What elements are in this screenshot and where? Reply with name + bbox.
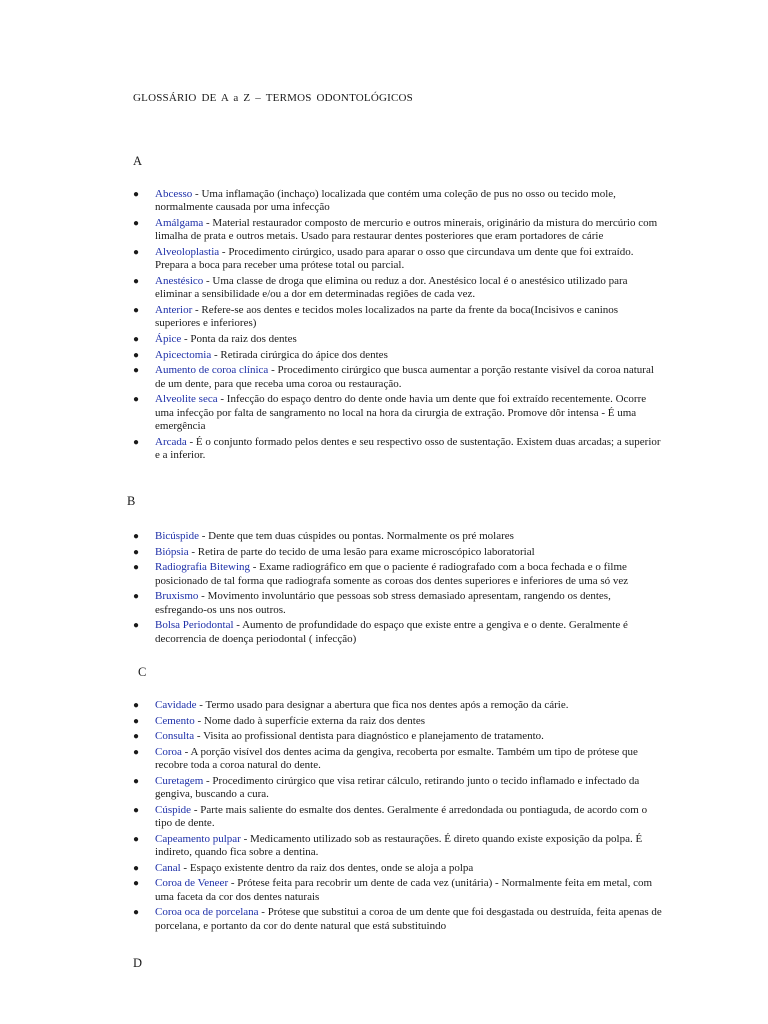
bullet-icon: ● bbox=[133, 700, 140, 711]
glossary-term: Coroa de Veneer bbox=[155, 877, 229, 890]
glossary-term: Capeamento pulpar bbox=[155, 832, 241, 845]
bullet-icon: ● bbox=[133, 394, 140, 406]
glossary-item bbox=[0, 699, 768, 712]
glossary-term: Radiografia Bitewing bbox=[155, 561, 251, 574]
glossary-definition: - Uma classe de droga que elimina ou reduz a dor. Anestésico local é o anestésico utilizado para eliminar a sensibilidade e/ou a dor em determinadas regiões de cada vez. bbox=[155, 275, 628, 301]
glossary-item bbox=[0, 775, 768, 802]
glossary-item bbox=[0, 746, 768, 773]
glossary-term: Cúspide bbox=[155, 803, 192, 816]
glossary-item bbox=[0, 619, 768, 646]
glossary-term: Bolsa Periodontal bbox=[155, 619, 234, 632]
section-letter-d: D bbox=[133, 956, 143, 970]
bullet-icon: ● bbox=[133, 907, 140, 919]
bullet-icon: ● bbox=[133, 731, 140, 743]
bullet-icon: ● bbox=[133, 620, 140, 632]
bullet-icon: ● bbox=[133, 365, 140, 377]
glossary-item bbox=[0, 804, 768, 831]
glossary-definition: - Procedimento cirúrgico que busca aumentar a porção restante visível da coroa natural de um dente, para que receba uma coroa ou restauração. bbox=[155, 364, 654, 390]
glossary-item bbox=[0, 275, 768, 302]
glossary-term: Apicectomia bbox=[155, 348, 212, 361]
glossary-term: Curetagem bbox=[155, 774, 204, 787]
glossary-definition: - Termo usado para designar a abertura que fica nos dentes após a remoção da cárie. bbox=[196, 699, 569, 711]
section-letter-c: C bbox=[138, 665, 147, 679]
glossary-definition: - Retirada cirúrgica do ápice dos dentes bbox=[211, 348, 388, 361]
glossary-definition: - Dente que tem duas cúspides ou pontas. Normalmente os pré molares bbox=[199, 530, 514, 542]
glossary-item bbox=[0, 906, 768, 933]
glossary-definition: - Retira de parte do tecido de uma lesão para exame microscópico laboratorial bbox=[188, 545, 535, 558]
document-title: GLOSSÁRIO DE A a Z – TERMOS ODONTOLÓGICOS bbox=[133, 92, 414, 104]
glossary-definition: - Procedimento cirúrgico, usado para aparar o osso que circundava um dente que foi extraído. Prepara a boca para receber uma prótese total ou parcial. bbox=[155, 246, 634, 272]
glossary-term: Biópsia bbox=[155, 545, 189, 558]
glossary-definition: - Ponta da raiz dos dentes bbox=[181, 333, 297, 345]
glossary-term: Anterior bbox=[155, 304, 193, 316]
section-letter-b: B bbox=[127, 494, 136, 508]
glossary-item bbox=[0, 715, 768, 728]
glossary-definition: - Exame radiográfico em que o paciente é radiografado com a boca fechada e o filme posicionado de tal forma que radiografa somente as coroas dos dentes superiores e inferiores de uma só vez bbox=[155, 561, 629, 587]
glossary-definition: - Procedimento cirúrgico que visa retirar cálculo, retirando junto o tecido inflamado e infectado da gengiva, buscando a cura. bbox=[155, 774, 640, 801]
bullet-icon: ● bbox=[133, 562, 140, 574]
glossary-item bbox=[0, 333, 768, 346]
term-list-a bbox=[0, 188, 768, 465]
bullet-icon: ● bbox=[133, 349, 140, 361]
glossary-term: Abcesso bbox=[155, 188, 193, 200]
glossary-definition: - É o conjunto formado pelos dentes e seu respectivo osso de sustentação. Existem duas arcadas; a superior e a inferior. bbox=[155, 435, 661, 461]
bullet-icon: ● bbox=[133, 804, 140, 816]
glossary-item bbox=[0, 546, 768, 559]
bullet-icon: ● bbox=[133, 715, 140, 727]
bullet-icon: ● bbox=[133, 546, 140, 558]
glossary-definition: - Aumento de profundidade do espaço que existe entre a gengiva e o dente. Geralmente é decorrencia de doença periodontal ( infecção) bbox=[155, 619, 628, 645]
glossary-term: Coroa bbox=[155, 745, 182, 758]
glossary-item bbox=[0, 393, 768, 433]
bullet-icon: ● bbox=[133, 334, 140, 345]
glossary-term: Alveolite seca bbox=[155, 393, 218, 406]
glossary-term: Anestésico bbox=[155, 275, 204, 287]
glossary-item bbox=[0, 349, 768, 362]
glossary-item bbox=[0, 590, 768, 617]
glossary-item bbox=[0, 730, 768, 743]
glossary-definition: - Medicamento utilizado sob as restaurações. É direto quando existe exposição da polpa. É indireto, quando fica sobre a dentina. bbox=[155, 832, 643, 859]
glossary-item bbox=[0, 217, 768, 244]
bullet-icon: ● bbox=[133, 436, 140, 448]
section-letter-a: A bbox=[133, 154, 143, 168]
glossary-term: Cavidade bbox=[155, 699, 197, 711]
term-list-c bbox=[0, 699, 768, 935]
bullet-icon: ● bbox=[133, 531, 140, 542]
bullet-icon: ● bbox=[133, 247, 140, 258]
glossary-term: Arcada bbox=[155, 435, 187, 448]
glossary-term: Ápice bbox=[155, 333, 182, 345]
glossary-item bbox=[0, 188, 768, 215]
glossary-item bbox=[0, 304, 768, 331]
bullet-icon: ● bbox=[133, 189, 140, 200]
glossary-definition: - Material restaurador composto de mercurio e outros minerais, originário da mistura do mercúrio com limalha de prata e outros metais. Usado para restaurar dentes posteriores que eram portadores de cárie bbox=[155, 217, 658, 243]
bullet-icon: ● bbox=[133, 775, 140, 787]
glossary-definition: - Refere-se aos dentes e tecidos moles localizados na parte da frente da boca(Incisivos e caninos superiores e inferiores) bbox=[155, 304, 619, 330]
glossary-definition: - Nome dado à superfície externa da raiz dos dentes bbox=[194, 714, 426, 727]
glossary-term: Cemento bbox=[155, 714, 195, 727]
glossary-definition: - Prótese feita para recobrir um dente de cada vez (unitária) - Normalmente feita em metal, com uma faceta da cor dos dentes naturais bbox=[155, 877, 653, 903]
bullet-icon: ● bbox=[133, 305, 140, 316]
bullet-icon: ● bbox=[133, 833, 140, 845]
bullet-icon: ● bbox=[133, 276, 140, 287]
bullet-icon: ● bbox=[133, 218, 140, 229]
glossary-term: Coroa oca de porcelana bbox=[155, 906, 259, 919]
glossary-item bbox=[0, 561, 768, 588]
bullet-icon: ● bbox=[133, 878, 140, 890]
glossary-term: Alveoloplastia bbox=[155, 246, 220, 258]
glossary-item bbox=[0, 364, 768, 391]
glossary-term: Consulta bbox=[155, 730, 195, 743]
glossary-term: Aumento de coroa clínica bbox=[155, 364, 269, 377]
bullet-icon: ● bbox=[133, 862, 140, 874]
glossary-item bbox=[0, 833, 768, 860]
glossary-item bbox=[0, 530, 768, 543]
glossary-term: Amálgama bbox=[155, 217, 204, 229]
glossary-definition: - Espaço existente dentro da raiz dos dentes, onde se aloja a polpa bbox=[180, 861, 474, 874]
glossary-term: Canal bbox=[155, 861, 181, 874]
glossary-item bbox=[0, 877, 768, 904]
glossary-definition: - Parte mais saliente do esmalte dos dentes. Geralmente é arredondada ou pontiaguda, de acordo com o tipo de dente. bbox=[155, 803, 648, 830]
glossary-item bbox=[0, 246, 768, 273]
glossary-item bbox=[0, 436, 768, 463]
glossary-definition: - Uma inflamação (inchaço) localizada que contém uma coleção de pus no osso ou tecido mole, normalmente causada por uma infecção bbox=[155, 188, 616, 214]
glossary-definition: - A porção visível dos dentes acima da gengiva, recoberta por esmalte. Também um tipo de prótese que recobre toda a coroa natural do dente. bbox=[155, 745, 638, 772]
glossary-term: Bruxismo bbox=[155, 590, 199, 603]
glossary-definition: - Prótese que substitui a coroa de um dente que foi desgastada ou destruída, feita apenas de porcelana, e portanto da cor do dente natural que está substituindo bbox=[155, 906, 662, 932]
bullet-icon: ● bbox=[133, 746, 140, 758]
bullet-icon: ● bbox=[133, 591, 140, 603]
glossary-definition: - Movimento involuntário que pessoas sob stress demasiado apresentam, rangendo os dentes, esfregando-os uns nos outros. bbox=[155, 590, 611, 616]
glossary-item bbox=[0, 862, 768, 875]
glossary-term: Bicúspide bbox=[155, 530, 199, 542]
glossary-definition: - Infecção do espaço dentro do dente onde havia um dente que foi extraído recentemente. Ocorre uma infecção por falta de sangramento no local na hora da cirurgia de extração. Promove dôr intensa - É uma emergência bbox=[155, 393, 647, 432]
glossary-definition: - Visita ao profissional dentista para diagnóstico e planejamento de tratamento. bbox=[194, 730, 544, 743]
term-list-b bbox=[0, 530, 768, 648]
